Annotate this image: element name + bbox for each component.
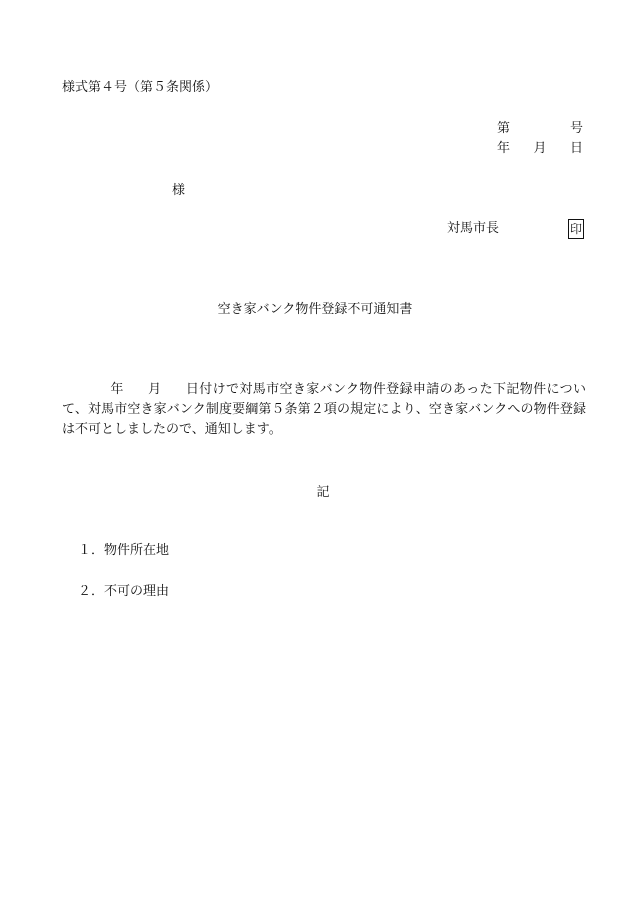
sender-title: 対馬市長 xyxy=(447,221,500,236)
body-text: 日付けで対馬市空き家バンク物件登録申請のあった下記物件について、対馬市空き家バンク制度要綱第５条第２項の規定により、空き家バンクへの物件登録は不可としましたので、通知します。 xyxy=(62,382,586,437)
body-paragraph xyxy=(62,380,586,440)
document-number-prefix: 第 xyxy=(497,121,511,136)
date-row xyxy=(497,141,583,157)
addressee-honorific: 様 xyxy=(172,183,186,198)
body-month: 月 xyxy=(147,382,162,397)
date-month: 月 xyxy=(533,141,547,156)
seal-mark: 印 xyxy=(568,219,584,239)
ki-heading: 記 xyxy=(316,485,330,500)
document-title: 空き家バンク物件登録不可通知書 xyxy=(217,302,413,317)
body-year: 年 xyxy=(110,382,124,397)
form-number: 様式第４号（第５条関係） xyxy=(62,80,219,95)
item-rejection-reason: ２．不可の理由 xyxy=(78,584,170,599)
date-year: 年 xyxy=(497,141,511,156)
date-day: 日 xyxy=(569,141,583,156)
document-number-suffix: 号 xyxy=(569,121,583,136)
document-number-row xyxy=(497,121,583,137)
item-property-location: １．物件所在地 xyxy=(78,543,170,558)
